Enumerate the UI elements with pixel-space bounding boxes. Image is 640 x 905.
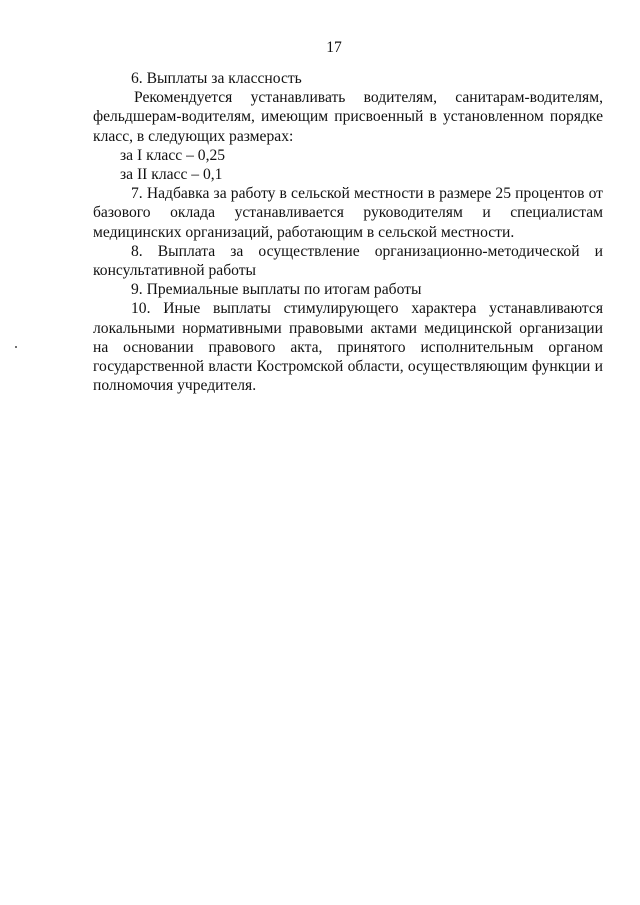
page-number: 17 — [326, 39, 342, 56]
section-6-title: 6. Выплаты за классность — [131, 70, 302, 87]
class-2-rate: за II класс – 0,1 — [120, 166, 223, 184]
section-6-body: Рекомендуется устанавливать водителям, санитарам-водителям, фельдшерам-водителям, имеющим присвоенный в установленном порядке класс, в следующих размерах: — [93, 89, 603, 145]
class-1-rate: за I класс – 0,25 — [120, 146, 226, 164]
scan-speck — [15, 346, 17, 348]
section-7: 7. Надбавка за работу в сельской местности в размере 25 процентов от базового оклада устанавливается руководителям и специалистам медицинских организаций, работающим в сельской местности. — [93, 185, 603, 241]
section-8: 8. Выплата за осуществление организационно-методической и консультативной работы — [93, 242, 603, 280]
section-10: 10. Иные выплаты стимулирующего характера устанавливаются локальными нормативными правовыми актами медицинской организации на основании правового акта, принятого исполнительным органом государственной власти Костромской области, осуществляющим функции и полномочия учредителя. — [93, 300, 603, 395]
section-9: 9. Премиальные выплаты по итогам работы — [131, 281, 422, 299]
document-body — [93, 69, 603, 395]
